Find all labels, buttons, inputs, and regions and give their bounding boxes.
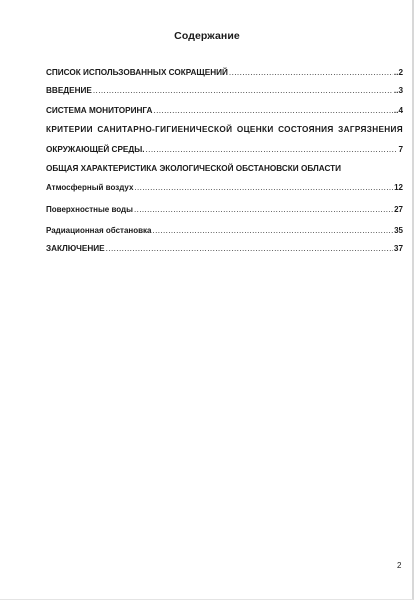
dot-leader	[134, 182, 393, 193]
toc-entry-label: СИСТЕМА МОНИТОРИНГА	[46, 106, 153, 115]
dot-leader	[152, 225, 393, 236]
toc-entry-label: ОБЩАЯ ХАРАКТЕРИСТИКА ЭКОЛОГИЧЕСКОЙ ОБСТАНОВСКИ ОБЛАСТИ	[46, 164, 342, 173]
toc-entry-label: Атмосферный воздух	[46, 183, 134, 192]
dot-leader	[146, 144, 398, 155]
toc-entry-criteria-line1: КРИТЕРИИ САНИТАРНО-ГИГИЕНИЧЕСКОЙ ОЦЕНКИ СОСТОЯНИЯ ЗАГРЯЗНЕНИЯ	[46, 125, 403, 134]
toc-entry-page: ..2	[393, 68, 403, 77]
toc-entry-radiation-situation	[46, 225, 403, 236]
toc-entry-page: 27	[394, 205, 403, 214]
toc-entry-label: ЗАКЛЮЧЕНИЕ	[46, 244, 105, 253]
toc-entry-page: ..3	[393, 86, 403, 95]
page-number: 2	[397, 561, 402, 570]
toc-title: Содержание	[174, 30, 240, 42]
dot-leader	[134, 204, 393, 215]
toc-entry-monitoring-system	[46, 105, 403, 116]
toc-entry-label: Радиационная обстановка	[46, 226, 152, 235]
toc-entry-criteria-line2	[46, 144, 403, 155]
dot-leader	[93, 85, 393, 96]
toc-entry-label: ОКРУЖАЮЩЕЙ СРЕДЫ.	[46, 145, 145, 154]
toc-entry-page: 35	[394, 226, 403, 235]
dot-leader	[106, 243, 393, 254]
toc-entry-page: 37	[393, 244, 403, 253]
toc-entry-general-characteristics	[46, 163, 403, 174]
toc-entry-page: ..4	[393, 106, 403, 115]
toc-entry-page: 12	[394, 183, 403, 192]
toc-entry-abbreviations	[46, 67, 403, 78]
dot-leader	[153, 105, 392, 116]
toc-entry-atmospheric-air	[46, 182, 403, 193]
toc-entry-page: 7	[398, 145, 403, 154]
toc-entry-label: Поверхностные воды	[46, 205, 133, 214]
toc-entry-introduction	[46, 85, 403, 96]
dot-leader	[229, 67, 393, 78]
toc-entry-surface-waters	[46, 204, 403, 215]
toc-entry-label: ВВЕДЕНИЕ	[46, 86, 92, 95]
toc-entry-conclusion	[46, 243, 403, 254]
toc-entry-label: СПИСОК ИСПОЛЬЗОВАННЫХ СОКРАЩЕНИЙ	[46, 68, 228, 77]
